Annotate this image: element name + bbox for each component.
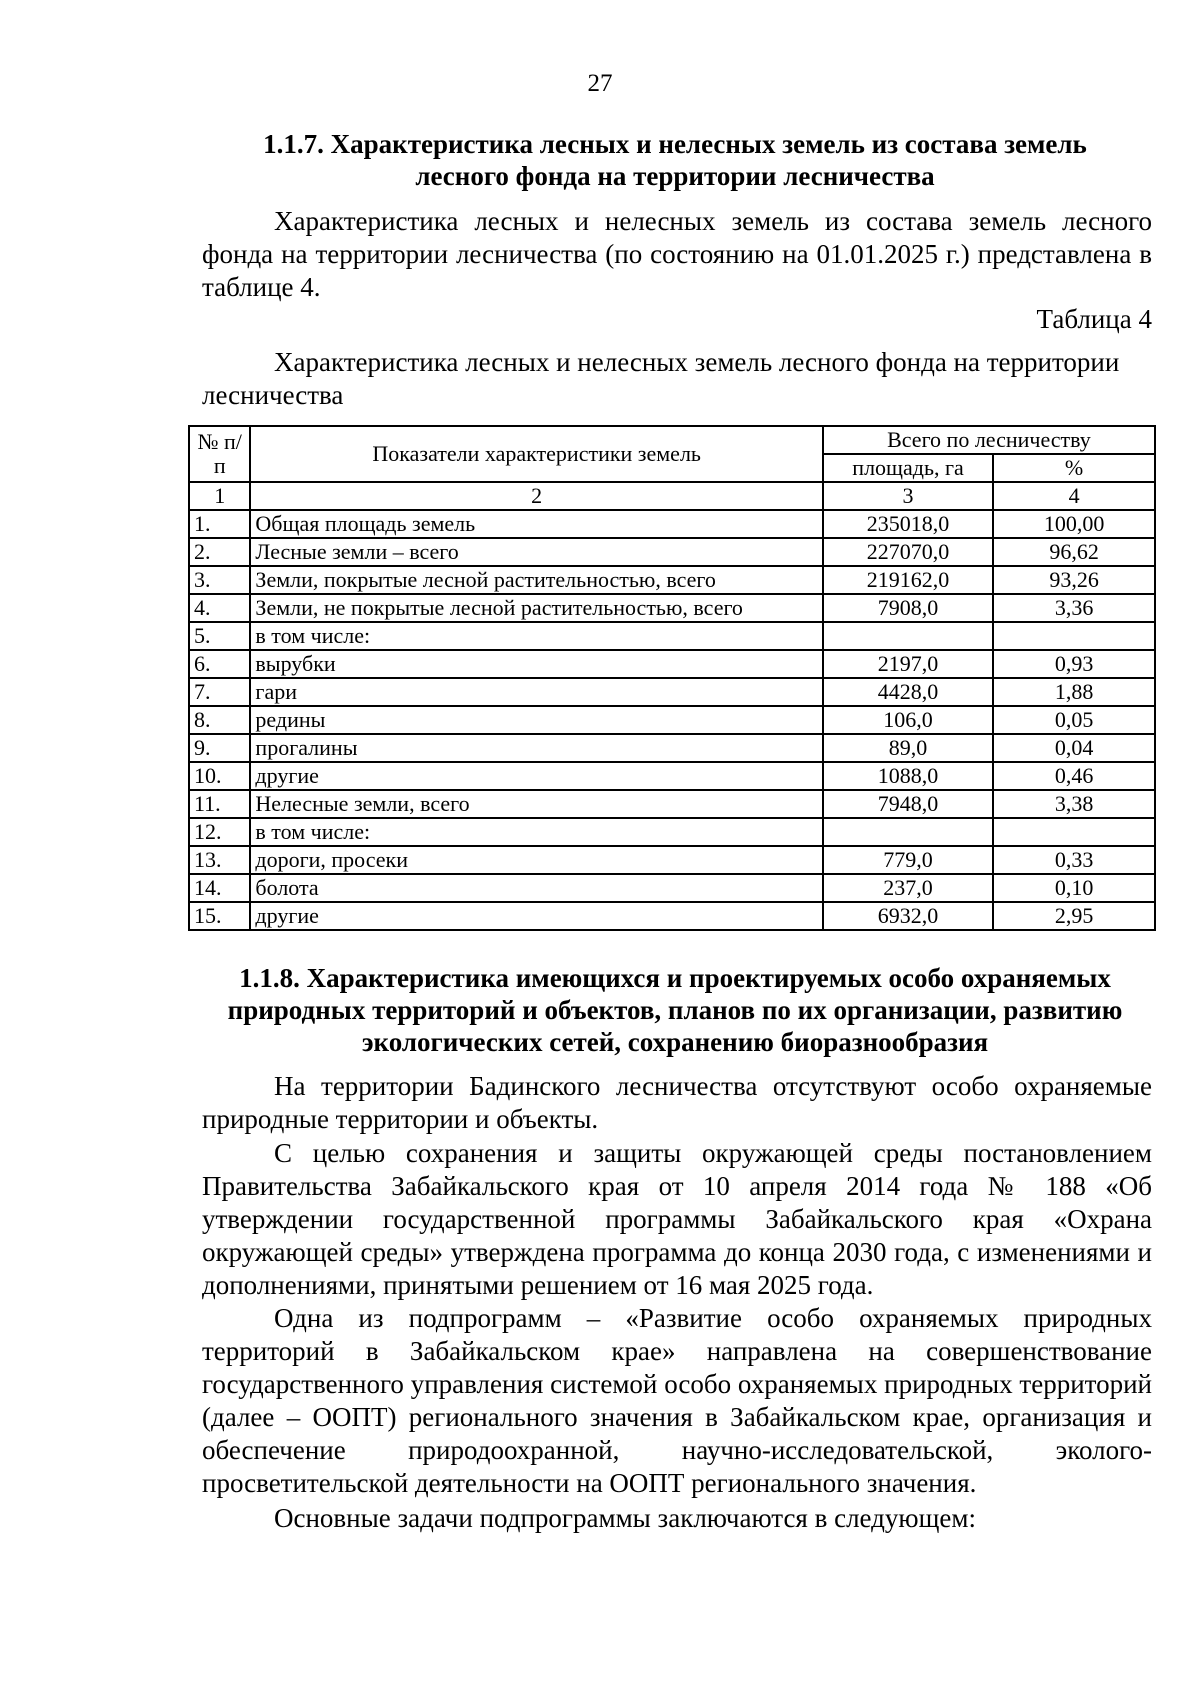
header-indicator: Показатели характеристики земель — [250, 426, 823, 482]
row-indicator: Нелесные земли, всего — [250, 790, 823, 818]
row-number: 5. — [189, 622, 250, 650]
row-percent: 0,04 — [993, 734, 1155, 762]
header-area: площадь, га — [823, 454, 993, 482]
row-area: 6932,0 — [823, 902, 993, 930]
land-characteristics-table — [188, 425, 1156, 931]
paragraph-subprogram: Одна из подпрограмм – «Развитие особо охраняемых природных территорий в Забайкальском крае» направлена на совершенствование государственного управления системой особо охраняемых природных территорий (далее – ООПТ) регионального значения в Забайкальском крае, организация и обеспечение природоохранной, научно-исследовательской, эколого-просветительской деятельности на ООПТ регионального значения. — [202, 1303, 1152, 1498]
row-percent: 0,46 — [993, 762, 1155, 790]
column-number: 4 — [993, 482, 1155, 510]
row-indicator: гари — [250, 678, 823, 706]
row-area: 7908,0 — [823, 594, 993, 622]
table-title: Характеристика лесных и нелесных земель лесного фонда на территории лесничества — [202, 347, 1120, 410]
table-row — [189, 594, 1155, 622]
row-number: 14. — [189, 874, 250, 902]
row-area — [823, 622, 993, 650]
row-number: 6. — [189, 650, 250, 678]
intro-paragraph: Характеристика лесных и нелесных земель из состава земель лесного фонда на территории лесничества (по состоянию на 01.01.2025 г.) представлена в таблице 4. — [202, 206, 1152, 302]
paragraph-program: С целью сохранения и защиты окружающей среды постановлением Правительства Забайкальского края от 10 апреля 2014 года № 188 «Об утверждении государственной программы Забайкальского края «Охрана окружающей среды» утверждена программа до конца 2030 года, с изменениями и дополнениями, принятыми решением от 16 мая 2025 года. — [202, 1138, 1152, 1300]
row-area: 219162,0 — [823, 566, 993, 594]
row-number: 4. — [189, 594, 250, 622]
heading-line: экологических сетей, сохранению биоразнообразия — [361, 1027, 989, 1057]
row-area: 4428,0 — [823, 678, 993, 706]
row-percent: 3,38 — [993, 790, 1155, 818]
row-number: 8. — [189, 706, 250, 734]
row-percent: 100,00 — [993, 510, 1155, 538]
header-total: Всего по лесничеству — [823, 426, 1155, 454]
row-area — [823, 818, 993, 846]
header-percent: % — [993, 454, 1155, 482]
row-number: 3. — [189, 566, 250, 594]
row-indicator: в том числе: — [250, 622, 823, 650]
column-number: 2 — [250, 482, 823, 510]
table-row — [189, 538, 1155, 566]
row-number: 12. — [189, 818, 250, 846]
row-indicator: другие — [250, 762, 823, 790]
row-indicator: Лесные земли – всего — [250, 538, 823, 566]
paragraph-oopt-absent: На территории Бадинского лесничества отсутствуют особо охраняемые природные территории и объекты. — [202, 1071, 1152, 1134]
table-row — [189, 902, 1155, 930]
row-number: 13. — [189, 846, 250, 874]
heading-line: 1.1.7. Характеристика лесных и нелесных земель из состава земель — [263, 129, 1087, 159]
row-indicator: вырубки — [250, 650, 823, 678]
table-row — [189, 762, 1155, 790]
row-number: 1. — [189, 510, 250, 538]
table-body — [189, 510, 1155, 930]
paragraph-tasks: Основные задачи подпрограммы заключаются в следующем: — [274, 1503, 976, 1533]
row-number: 11. — [189, 790, 250, 818]
section-heading-1-1-7 — [200, 128, 1150, 192]
row-number: 7. — [189, 678, 250, 706]
row-area: 237,0 — [823, 874, 993, 902]
table-number-label: Таблица 4 — [1036, 304, 1152, 334]
row-percent: 0,05 — [993, 706, 1155, 734]
row-area: 7948,0 — [823, 790, 993, 818]
row-percent: 96,62 — [993, 538, 1155, 566]
row-indicator: в том числе: — [250, 818, 823, 846]
heading-line: 1.1.8. Характеристика имеющихся и проектируемых особо охраняемых — [239, 963, 1111, 993]
row-area: 1088,0 — [823, 762, 993, 790]
row-percent: 2,95 — [993, 902, 1155, 930]
row-indicator: дороги, просеки — [250, 846, 823, 874]
row-percent: 0,93 — [993, 650, 1155, 678]
row-indicator: редины — [250, 706, 823, 734]
page-number: 27 — [587, 70, 613, 97]
section-heading-1-1-8 — [196, 962, 1154, 1058]
row-area: 106,0 — [823, 706, 993, 734]
row-percent — [993, 622, 1155, 650]
column-number: 3 — [823, 482, 993, 510]
table-row — [189, 790, 1155, 818]
heading-line: лесного фонда на территории лесничества — [415, 161, 935, 191]
row-number: 15. — [189, 902, 250, 930]
row-number: 10. — [189, 762, 250, 790]
table-row — [189, 846, 1155, 874]
row-percent: 3,36 — [993, 594, 1155, 622]
heading-line: природных территорий и объектов, планов по их организации, развитию — [227, 995, 1123, 1025]
row-area: 227070,0 — [823, 538, 993, 566]
row-percent: 1,88 — [993, 678, 1155, 706]
table-row — [189, 874, 1155, 902]
row-number: 2. — [189, 538, 250, 566]
row-area: 779,0 — [823, 846, 993, 874]
table-row — [189, 734, 1155, 762]
table-row — [189, 510, 1155, 538]
header-num: № п/п — [189, 426, 250, 482]
table-row — [189, 818, 1155, 846]
table-row — [189, 566, 1155, 594]
row-percent: 93,26 — [993, 566, 1155, 594]
row-indicator: Земли, покрытые лесной растительностью, всего — [250, 566, 823, 594]
row-indicator: прогалины — [250, 734, 823, 762]
row-indicator: болота — [250, 874, 823, 902]
column-number: 1 — [189, 482, 250, 510]
row-area: 89,0 — [823, 734, 993, 762]
table-row — [189, 706, 1155, 734]
row-percent: 0,10 — [993, 874, 1155, 902]
table-row — [189, 622, 1155, 650]
row-area: 235018,0 — [823, 510, 993, 538]
row-percent: 0,33 — [993, 846, 1155, 874]
table-row — [189, 678, 1155, 706]
row-indicator: Общая площадь земель — [250, 510, 823, 538]
row-number: 9. — [189, 734, 250, 762]
table-row — [189, 650, 1155, 678]
row-indicator: другие — [250, 902, 823, 930]
row-area: 2197,0 — [823, 650, 993, 678]
row-indicator: Земли, не покрытые лесной растительностью, всего — [250, 594, 823, 622]
row-percent — [993, 818, 1155, 846]
